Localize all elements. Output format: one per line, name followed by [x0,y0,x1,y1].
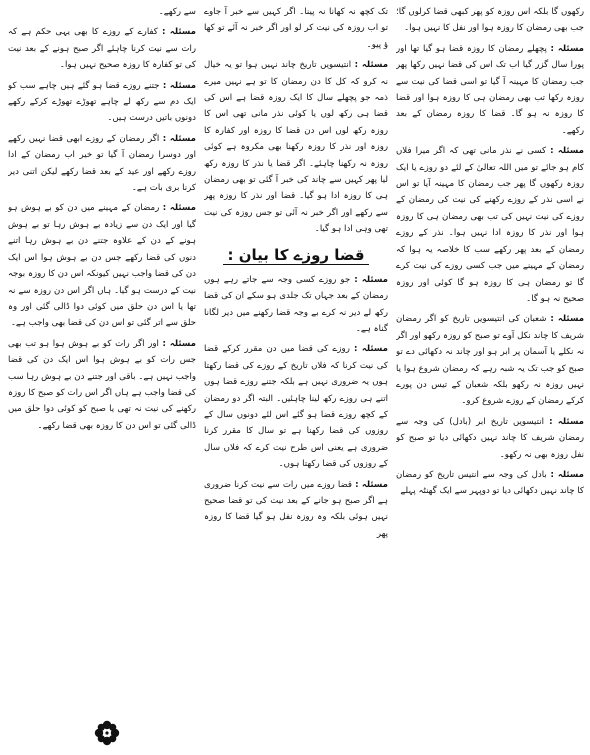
masala-label: مسئلہ : [162,27,196,38]
paragraph [204,57,388,237]
paragraph [204,4,388,53]
paragraph [204,341,388,472]
masala-label: مسئلہ : [162,133,196,144]
paragraph [396,41,584,139]
paragraph [396,4,584,37]
section-heading-text: قضا روزے کا بیان : [223,246,368,265]
paragraph [8,78,196,127]
masala-label: مسئلہ : [354,344,388,355]
paragraph [396,143,584,307]
masala-label: مسئلہ : [162,338,196,349]
masala-label: مسئلہ : [550,146,584,157]
paragraph-text: انتیسویں تاریخ چاند نہیں ہوا تو یہ خیال نہ کرو کہ کل کا دن رمضان کا تو ہے نہیں میرے ذمہ جو پچھلے سال کا ایک روزہ قضا ہے اس کی قضا ہی رکھ لوں یا کوئی نذر مانی تھی اس کا روزہ رکھ لوں اس دن قضا کا روزہ اور کفارہ کا روزہ اور نذر کا روزہ رکھنا بھی مکروہ ہے کوئی روزہ نہ رکھنا چاہئے۔ اگر قضا یا نذر کا روزہ رکھ لیا پھر کہیں سے چاند کی خبر آ گئی تو بھی رمضان ہی کا روزہ ادا ہو گیا۔ قضا اور نذر کا روزہ پھر سے رکھے اور اگر خبر نہ آئی تو جس روزہ کی نیت تھی وہی ادا ہو گیا۔ [204,60,388,235]
paragraph-text: روزے کی قضا میں دن مقرر کرکے قضا کی نیت کرنا کہ فلاں تاریخ کے روزے کی قضا رکھتا ہوں یہ ضروری نہیں ہے بلکہ جتنے روزے قضا ہوں اتنے ہی روزے رکھ لینا چاہئیں۔ البتہ اگر دو رمضان کے کچھ روزے قضا ہو گئے اس لئے دونوں سال کے روزوں کی قضا رکھنا ہے تو سال کا مقرر کرنا ضروری ہے یعنی اس طرح نیت کرے کہ فلاں سال کے روزوں کی قضا رکھتا ہوں۔ [204,344,388,470]
paragraph-text: رکھوں گا بلکہ اس روزہ کو پھر کبھی قضا کرلوں گا؛ جب بھی رمضان کا روزہ ہوا اور نفل کا نہیں ہوا۔ [396,7,584,34]
paragraph [396,414,584,463]
paragraph [204,272,388,338]
masala-label: مسئلہ : [550,43,584,54]
paragraph [8,336,196,434]
paragraph [396,467,584,500]
masala-label: مسئلہ : [355,479,388,490]
paragraph-text: بادل کی وجہ سے انتیس تاریخ کو رمضان کا چاند نہیں دکھائی دیا تو دوپہر سے ایک گھنٹہ پہلے [396,469,584,497]
paragraph [204,477,388,543]
paragraph-text: شعبان کی انتیسویں تاریخ کو اگر رمضان شریف کا چاند نکل آوے تو صبح کو روزہ رکھو اور اگر نہ نکلے یا آسمان پر ابر ہو اور چاند نہ دکھائی دے تو صبح کو جب تک یہ شبہ رہے کہ رمضان شروع ہوا یا نہیں روزہ نہ رکھو بلکہ شعبان کے تیس دن پورے کرکے رمضان کے روزے شروع کرو۔ [396,314,584,407]
paragraph-text: جتنے روزے قضا ہو گئے ہیں چاہے سب کو ایک دم سے رکھ لے چاہے تھوڑے تھوڑے کرکے رکھے دونوں باتیں درست ہیں۔ [8,80,196,124]
left-column [8,4,196,752]
masala-label: مسئلہ : [550,469,584,480]
masala-label: مسئلہ : [354,274,388,285]
paragraph-text: اور اگر رات کو بے ہوش ہوا ہو تب بھی جس رات کو بے ہوش ہوا اس ایک دن کی قضا واجب نہیں ہے۔ باقی اور جتنے دن بے ہوش رہا سب کی قضا واجب ہے ہاں اگر اس رات کو صبح کا روزہ رکھنے کی نیت نہ تھی یا صبح کو کوئی دوا حلق میں ڈالی گئی تو اس دن کا روزہ بھی قضا رکھے۔ [8,338,196,431]
paragraph [8,131,196,197]
masala-label: مسئلہ : [354,60,388,71]
paragraph-text: جو روزے کسی وجہ سے جاتے رہے ہوں رمضان کے بعد جہاں تک جلدی ہو سکے ان کی قضا رکھ لے دیر نہ کرے بے وجہ قضا رکھنے میں دیر لگانا گناہ ہے۔ [204,274,388,334]
masala-label: مسئلہ : [549,416,584,427]
paragraph [8,24,196,73]
section-heading [204,244,388,266]
masala-label: مسئلہ : [550,314,584,325]
paragraph-text: کفارے کے روزے کا بھی یہی حکم ہے کہ رات سے نیت کرنا چاہئے اگر صبح ہونے کے بعد نیت کی تو کفارہ کا روزہ صحیح نہیں ہوا۔ [8,27,196,71]
paragraph-text: انتیسویں تاریخ ابر (بادل) کی وجہ سے رمضان شریف کا چاند نہیں دکھائی دیا تو صبح کو نفل روزہ بھی نہ رکھو۔ [396,416,584,460]
flower-ornament-icon [92,718,122,748]
masala-label: مسئلہ : [162,80,196,91]
paragraph-text: اگر رمضان کے روزے ابھی قضا نہیں رکھے اور دوسرا رمضان آ گیا تو خیر اب رمضان کے ادا روزے رکھے اور عید کے بعد قضا رکھے لیکن اتنی دیر کرنا بری بات ہے۔ [8,133,196,194]
paragraph [396,311,584,409]
middle-column [204,4,388,752]
right-column [396,4,584,752]
paragraph-text: قضا روزے میں رات سے نیت کرنا ضروری ہے اگر صبح ہو جانے کے بعد نیت کی تو قضا صحیح نہیں ہوئی بلکہ وہ روزہ نفل ہو گیا قضا کا روزہ پھر [204,479,388,539]
paragraph-text: کسی نے نذر مانی تھی کہ اگر میرا فلاں کام ہو جائے تو میں اللہ تعالیٰ کے لئے دو روزے یا ایک روزہ رکھوں گا پھر جب رمضان کا مہینہ آیا تو اس نے اسی نذر کے روزے رکھنے کی نیت کی رمضان کے روزے کی نیت نہیں کی تب بھی رمضان ہی کا روزہ ہوا اور نذر کا روزہ ادا نہیں ہوا۔ نذر کے روزے رمضان کے بعد پھر رکھے سب کا خلاصہ یہ ہوا کہ رمضان کے مہینے میں جب کسی روزے کی نیت کرے گا تو رمضان ہی کا روزہ ہو گا کوئی اور روزہ صحیح نہ ہو گا۔ [396,146,584,304]
paragraph [8,4,196,20]
paragraph-text: پچھلے رمضان کا روزہ قضا ہو گیا تھا اور پورا سال گزر گیا اب تک اس کی قضا نہیں رکھا پھر جب رمضان کا مہینہ آ گیا تو اسی قضا کی نیت سے روزہ رکھا تب بھی رمضان ہی کا روزہ ہوا اور قضا کا روزہ نہ ہو گا۔ قضا کا روزہ رمضان کے بعد رکھے۔ [396,43,584,136]
paragraph-text: سے رکھے۔ [158,7,196,17]
paragraph [8,200,196,331]
masala-label: مسئلہ : [162,203,196,214]
paragraph-text: رمضان کے مہینے میں دن کو بے ہوش ہو گیا اور ایک دن سے زیادہ بے ہوش رہا تو بے ہوش ہونے کے دن کے علاوہ جتنے دن بے ہوش رہا اتنے دنوں کی قضا رکھے جس دن بے ہوش ہوا اس ایک دن کی قضا واجب نہیں کیونکہ اس دن کا روزہ بوجہ نیت کے درست ہو گیا۔ ہاں اگر اس دن روزہ سے نہ تھا یا اس دن حلق میں کوئی دوا ڈالی گئی اور وہ حلق سے اتر گئی تو اس دن کی قضا بھی واجب ہے۔ [8,203,196,329]
paragraph-text: تک کچھ نہ کھانا نہ پینا۔ اگر کہیں سے خبر آ جاوے تو اب روزہ کی نیت کر لو اور اگر خبر نہ آئے تو کھا ؤ پیو۔ [204,7,388,50]
